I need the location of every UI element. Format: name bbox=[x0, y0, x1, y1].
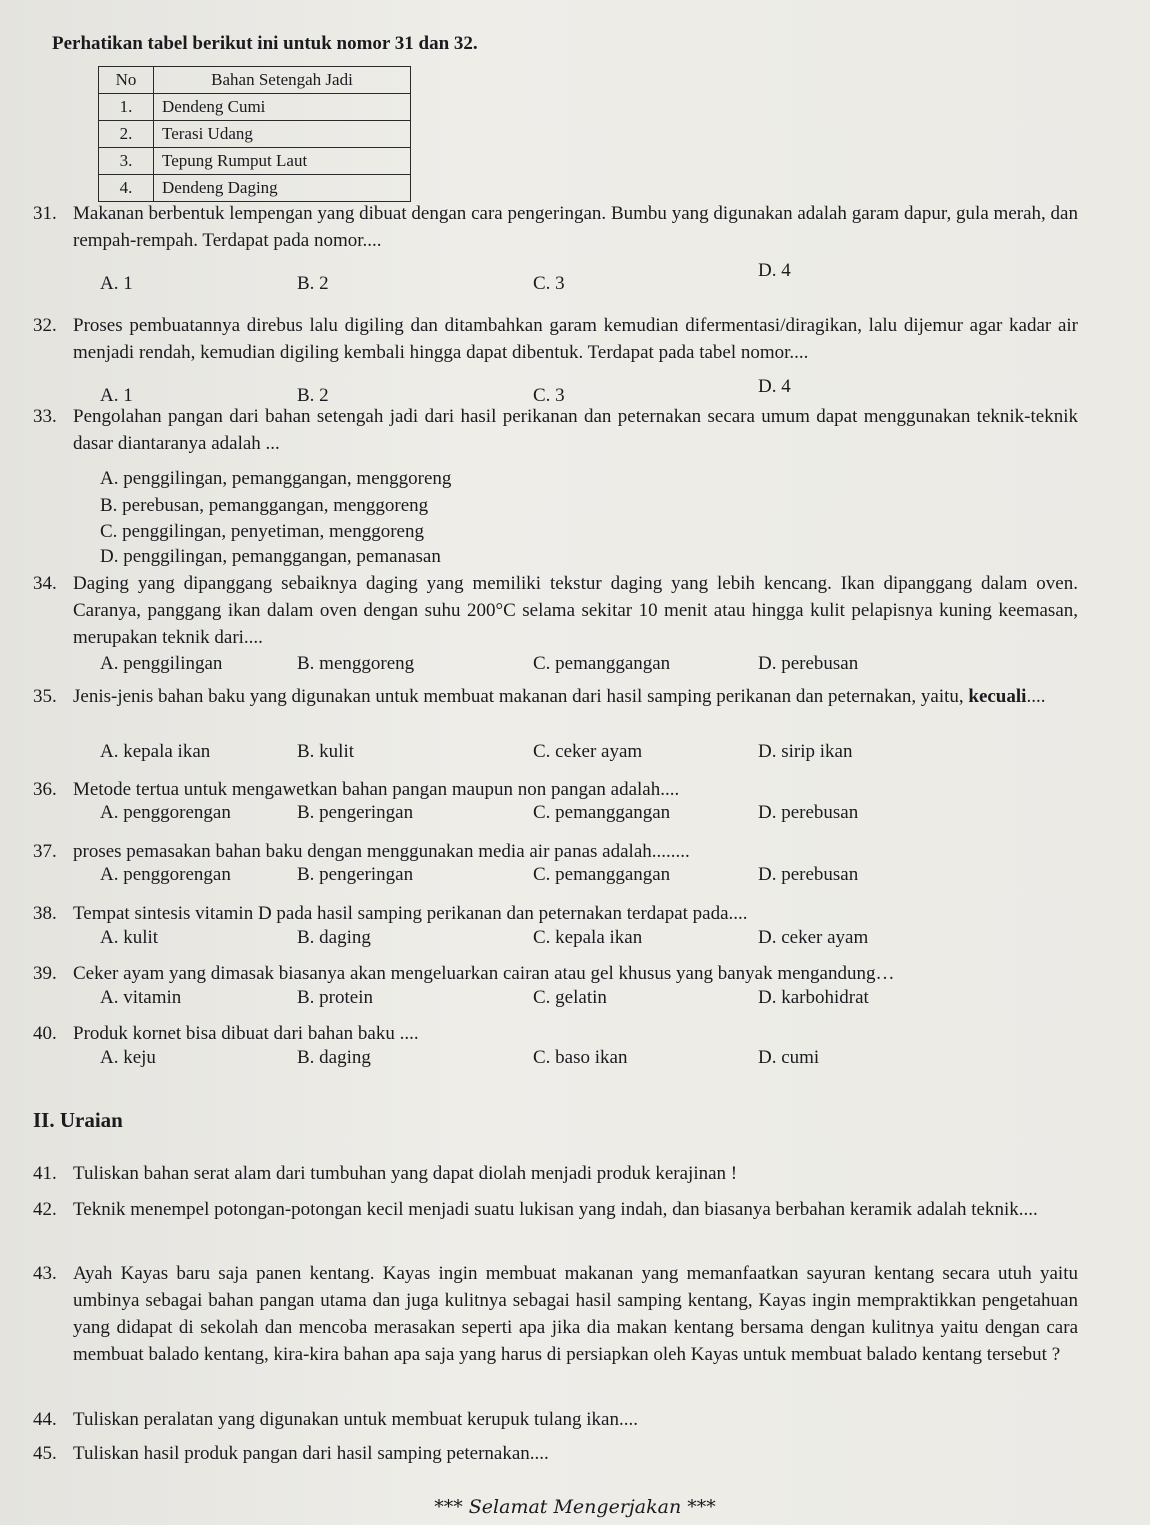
option-d: D. cumi bbox=[758, 1047, 820, 1068]
question-number: 40. bbox=[33, 1023, 57, 1044]
option-b: B. daging bbox=[297, 927, 371, 948]
question-number: 44. bbox=[33, 1409, 57, 1430]
table-cell-no: 4. bbox=[99, 175, 154, 202]
option-c: C. pemanggangan bbox=[533, 864, 671, 885]
option-c: C. kepala ikan bbox=[533, 927, 643, 948]
option-c: C. ceker ayam bbox=[533, 741, 643, 762]
question-40 bbox=[33, 1020, 1078, 1047]
option-b: B. menggoreng bbox=[297, 653, 415, 674]
question-40-options bbox=[100, 1047, 1000, 1074]
option-a: A. kepala ikan bbox=[100, 741, 211, 762]
option-d: D. ceker ayam bbox=[758, 927, 869, 948]
question-text: Pengolahan pangan dari bahan setengah jadi dari hasil perikanan dan peternakan secara umum dapat menggunakan teknik-teknik dasar diantaranya adalah ... bbox=[73, 406, 1078, 454]
essay-45 bbox=[33, 1440, 1078, 1467]
question-text: Metode tertua untuk mengawetkan bahan pangan maupun non pangan adalah.... bbox=[73, 779, 680, 800]
question-number: 36. bbox=[33, 779, 57, 800]
option-a: A. penggorengan bbox=[100, 802, 231, 823]
option-d: D. perebusan bbox=[758, 802, 859, 823]
option-c: C. 3 bbox=[533, 273, 565, 294]
question-text: Produk kornet bisa dibuat dari bahan baku .... bbox=[73, 1023, 419, 1044]
question-33 bbox=[33, 403, 1078, 457]
question-number: 34. bbox=[33, 573, 57, 594]
option-a: A. vitamin bbox=[100, 987, 182, 1008]
option-c: C. penggilingan, penyetiman, menggoreng bbox=[100, 521, 424, 542]
question-34 bbox=[33, 570, 1078, 651]
question-number: 41. bbox=[33, 1163, 57, 1184]
question-text-pre: Jenis-jenis bahan baku yang digunakan untuk membuat makanan dari hasil samping perikanan dan peternakan, yaitu, bbox=[73, 686, 969, 707]
question-39 bbox=[33, 960, 1078, 987]
option-a: A. penggilingan bbox=[100, 653, 223, 674]
question-36-options bbox=[100, 802, 1000, 829]
bahan-table bbox=[98, 66, 411, 202]
question-text-emphasis: kecuali bbox=[968, 686, 1027, 707]
question-36 bbox=[33, 776, 1078, 803]
option-b: B. daging bbox=[297, 1047, 371, 1068]
essay-43 bbox=[33, 1260, 1078, 1368]
question-37-options bbox=[100, 864, 1000, 891]
option-b: B. pengeringan bbox=[297, 802, 414, 823]
option-d: D. penggilingan, pemanggangan, pemanasan bbox=[100, 546, 441, 567]
question-38-options bbox=[100, 927, 1000, 954]
closing-message: *** Selamat Mengerjakan *** bbox=[434, 1496, 716, 1518]
option-d: D. sirip ikan bbox=[758, 741, 853, 762]
table-header-row bbox=[99, 67, 411, 94]
option-a: A. 1 bbox=[100, 273, 133, 294]
question-text: Ceker ayam yang dimasak biasanya akan mengeluarkan cairan atau gel khusus yang banyak mengandung… bbox=[73, 963, 895, 984]
question-number: 35. bbox=[33, 686, 57, 707]
question-text: proses pemasakan bahan baku dengan menggunakan media air panas adalah........ bbox=[73, 841, 690, 862]
option-a: A. 1 bbox=[100, 385, 133, 406]
table-row bbox=[99, 94, 411, 121]
question-32 bbox=[33, 312, 1078, 366]
option-d: D. 4 bbox=[758, 260, 791, 281]
table-cell-no: 2. bbox=[99, 121, 154, 148]
question-35 bbox=[33, 683, 1078, 710]
question-text: Tuliskan peralatan yang digunakan untuk membuat kerupuk tulang ikan.... bbox=[73, 1409, 638, 1430]
option-b: B. 2 bbox=[297, 385, 329, 406]
option-c: C. pemanggangan bbox=[533, 802, 671, 823]
table-cell-bahan: Terasi Udang bbox=[154, 121, 411, 148]
option-a: A. keju bbox=[100, 1047, 156, 1068]
option-d: D. perebusan bbox=[758, 653, 859, 674]
option-b: B. perebusan, pemanggangan, menggoreng bbox=[100, 495, 429, 516]
option-b: B. protein bbox=[297, 987, 373, 1008]
question-number: 31. bbox=[33, 203, 57, 224]
question-31 bbox=[33, 200, 1078, 254]
question-34-options bbox=[100, 653, 1000, 680]
question-number: 42. bbox=[33, 1199, 57, 1220]
essay-42 bbox=[33, 1196, 1078, 1223]
question-35-options bbox=[100, 741, 1000, 768]
instruction-heading: Perhatikan tabel berikut ini untuk nomor 31 dan 32. bbox=[52, 33, 478, 54]
table-cell-bahan: Tepung Rumput Laut bbox=[154, 148, 411, 175]
question-text bbox=[73, 683, 1078, 710]
option-b: B. 2 bbox=[297, 273, 329, 294]
essay-44 bbox=[33, 1406, 1078, 1433]
option-d: D. karbohidrat bbox=[758, 987, 869, 1008]
question-31-options bbox=[100, 260, 1000, 300]
table-row bbox=[99, 175, 411, 202]
question-number: 43. bbox=[33, 1263, 57, 1284]
question-text: Tuliskan hasil produk pangan dari hasil samping peternakan.... bbox=[73, 1443, 549, 1464]
question-number: 37. bbox=[33, 841, 57, 862]
table-cell-bahan: Dendeng Cumi bbox=[154, 94, 411, 121]
question-text: Teknik menempel potongan-potongan kecil menjadi suatu lukisan yang indah, dan biasanya berbahan keramik adalah teknik.... bbox=[73, 1199, 1038, 1220]
table-row bbox=[99, 121, 411, 148]
table-row bbox=[99, 148, 411, 175]
table-header-no: No bbox=[99, 67, 154, 94]
question-39-options bbox=[100, 987, 1000, 1014]
table-cell-no: 3. bbox=[99, 148, 154, 175]
option-d: D. perebusan bbox=[758, 864, 859, 885]
question-text: Proses pembuatannya direbus lalu digiling dan ditambahkan garam kemudian difermentasi/diragikan, lalu dijemur agar kadar air menjadi rendah, kemudian digiling kembali hingga dapat dibentuk. Terdapat pada tabel nomor.... bbox=[73, 315, 1078, 363]
option-d: D. 4 bbox=[758, 376, 791, 397]
question-number: 32. bbox=[33, 315, 57, 336]
option-a: A. penggilingan, pemanggangan, menggoreng bbox=[100, 468, 452, 489]
question-number: 38. bbox=[33, 903, 57, 924]
option-c: C. baso ikan bbox=[533, 1047, 628, 1068]
question-text: Daging yang dipanggang sebaiknya daging yang memiliki tekstur daging yang lebih kencang. Ikan dipanggang dalam oven. Caranya, panggang ikan dalam oven dengan suhu 200°C selama sekitar 10 menit atau hingga kulit pelapisnya kuning keemasan, merupakan teknik dari.... bbox=[73, 573, 1078, 648]
option-b: B. pengeringan bbox=[297, 864, 414, 885]
question-number: 45. bbox=[33, 1443, 57, 1464]
option-c: C. 3 bbox=[533, 385, 565, 406]
question-37 bbox=[33, 838, 1078, 865]
option-c: C. pemanggangan bbox=[533, 653, 671, 674]
section-title-uraian: II. Uraian bbox=[33, 1108, 123, 1132]
question-text-post: .... bbox=[1026, 686, 1046, 707]
option-a: A. penggorengan bbox=[100, 864, 231, 885]
table-header-bahan: Bahan Setengah Jadi bbox=[154, 67, 411, 94]
table-cell-bahan: Dendeng Daging bbox=[154, 175, 411, 202]
essay-41 bbox=[33, 1160, 1078, 1187]
table-cell-no: 1. bbox=[99, 94, 154, 121]
question-number: 33. bbox=[33, 406, 57, 427]
question-text: Tempat sintesis vitamin D pada hasil samping perikanan dan peternakan terdapat pada.... bbox=[73, 903, 748, 924]
option-c: C. gelatin bbox=[533, 987, 607, 1008]
option-a: A. kulit bbox=[100, 927, 159, 948]
question-number: 39. bbox=[33, 963, 57, 984]
question-text: Makanan berbentuk lempengan yang dibuat dengan cara pengeringan. Bumbu yang digunakan adalah garam dapur, gula merah, dan rempah-rempah. Terdapat pada nomor.... bbox=[73, 203, 1078, 251]
option-b: B. kulit bbox=[297, 741, 355, 762]
question-38 bbox=[33, 900, 1078, 927]
question-text: Ayah Kayas baru saja panen kentang. Kayas ingin membuat makanan yang memanfaatkan sayuran kentang secara utuh yaitu umbinya sebagai bahan pangan utama dan juga kulitnya sebagai hasil samping kentang, Kayas ingin mempraktikkan pengetahuan yang didapat di sekolah dan mencoba merasakan seperti apa jika dia makan kentang bersama dengan kulitnya yaitu dengan cara membuat balado kentang, kira-kira bahan apa saja yang harus di persiapkan oleh Kayas untuk membuat balado kentang tersebut ? bbox=[73, 1263, 1078, 1365]
question-text: Tuliskan bahan serat alam dari tumbuhan yang dapat diolah menjadi produk kerajinan ! bbox=[73, 1163, 738, 1184]
